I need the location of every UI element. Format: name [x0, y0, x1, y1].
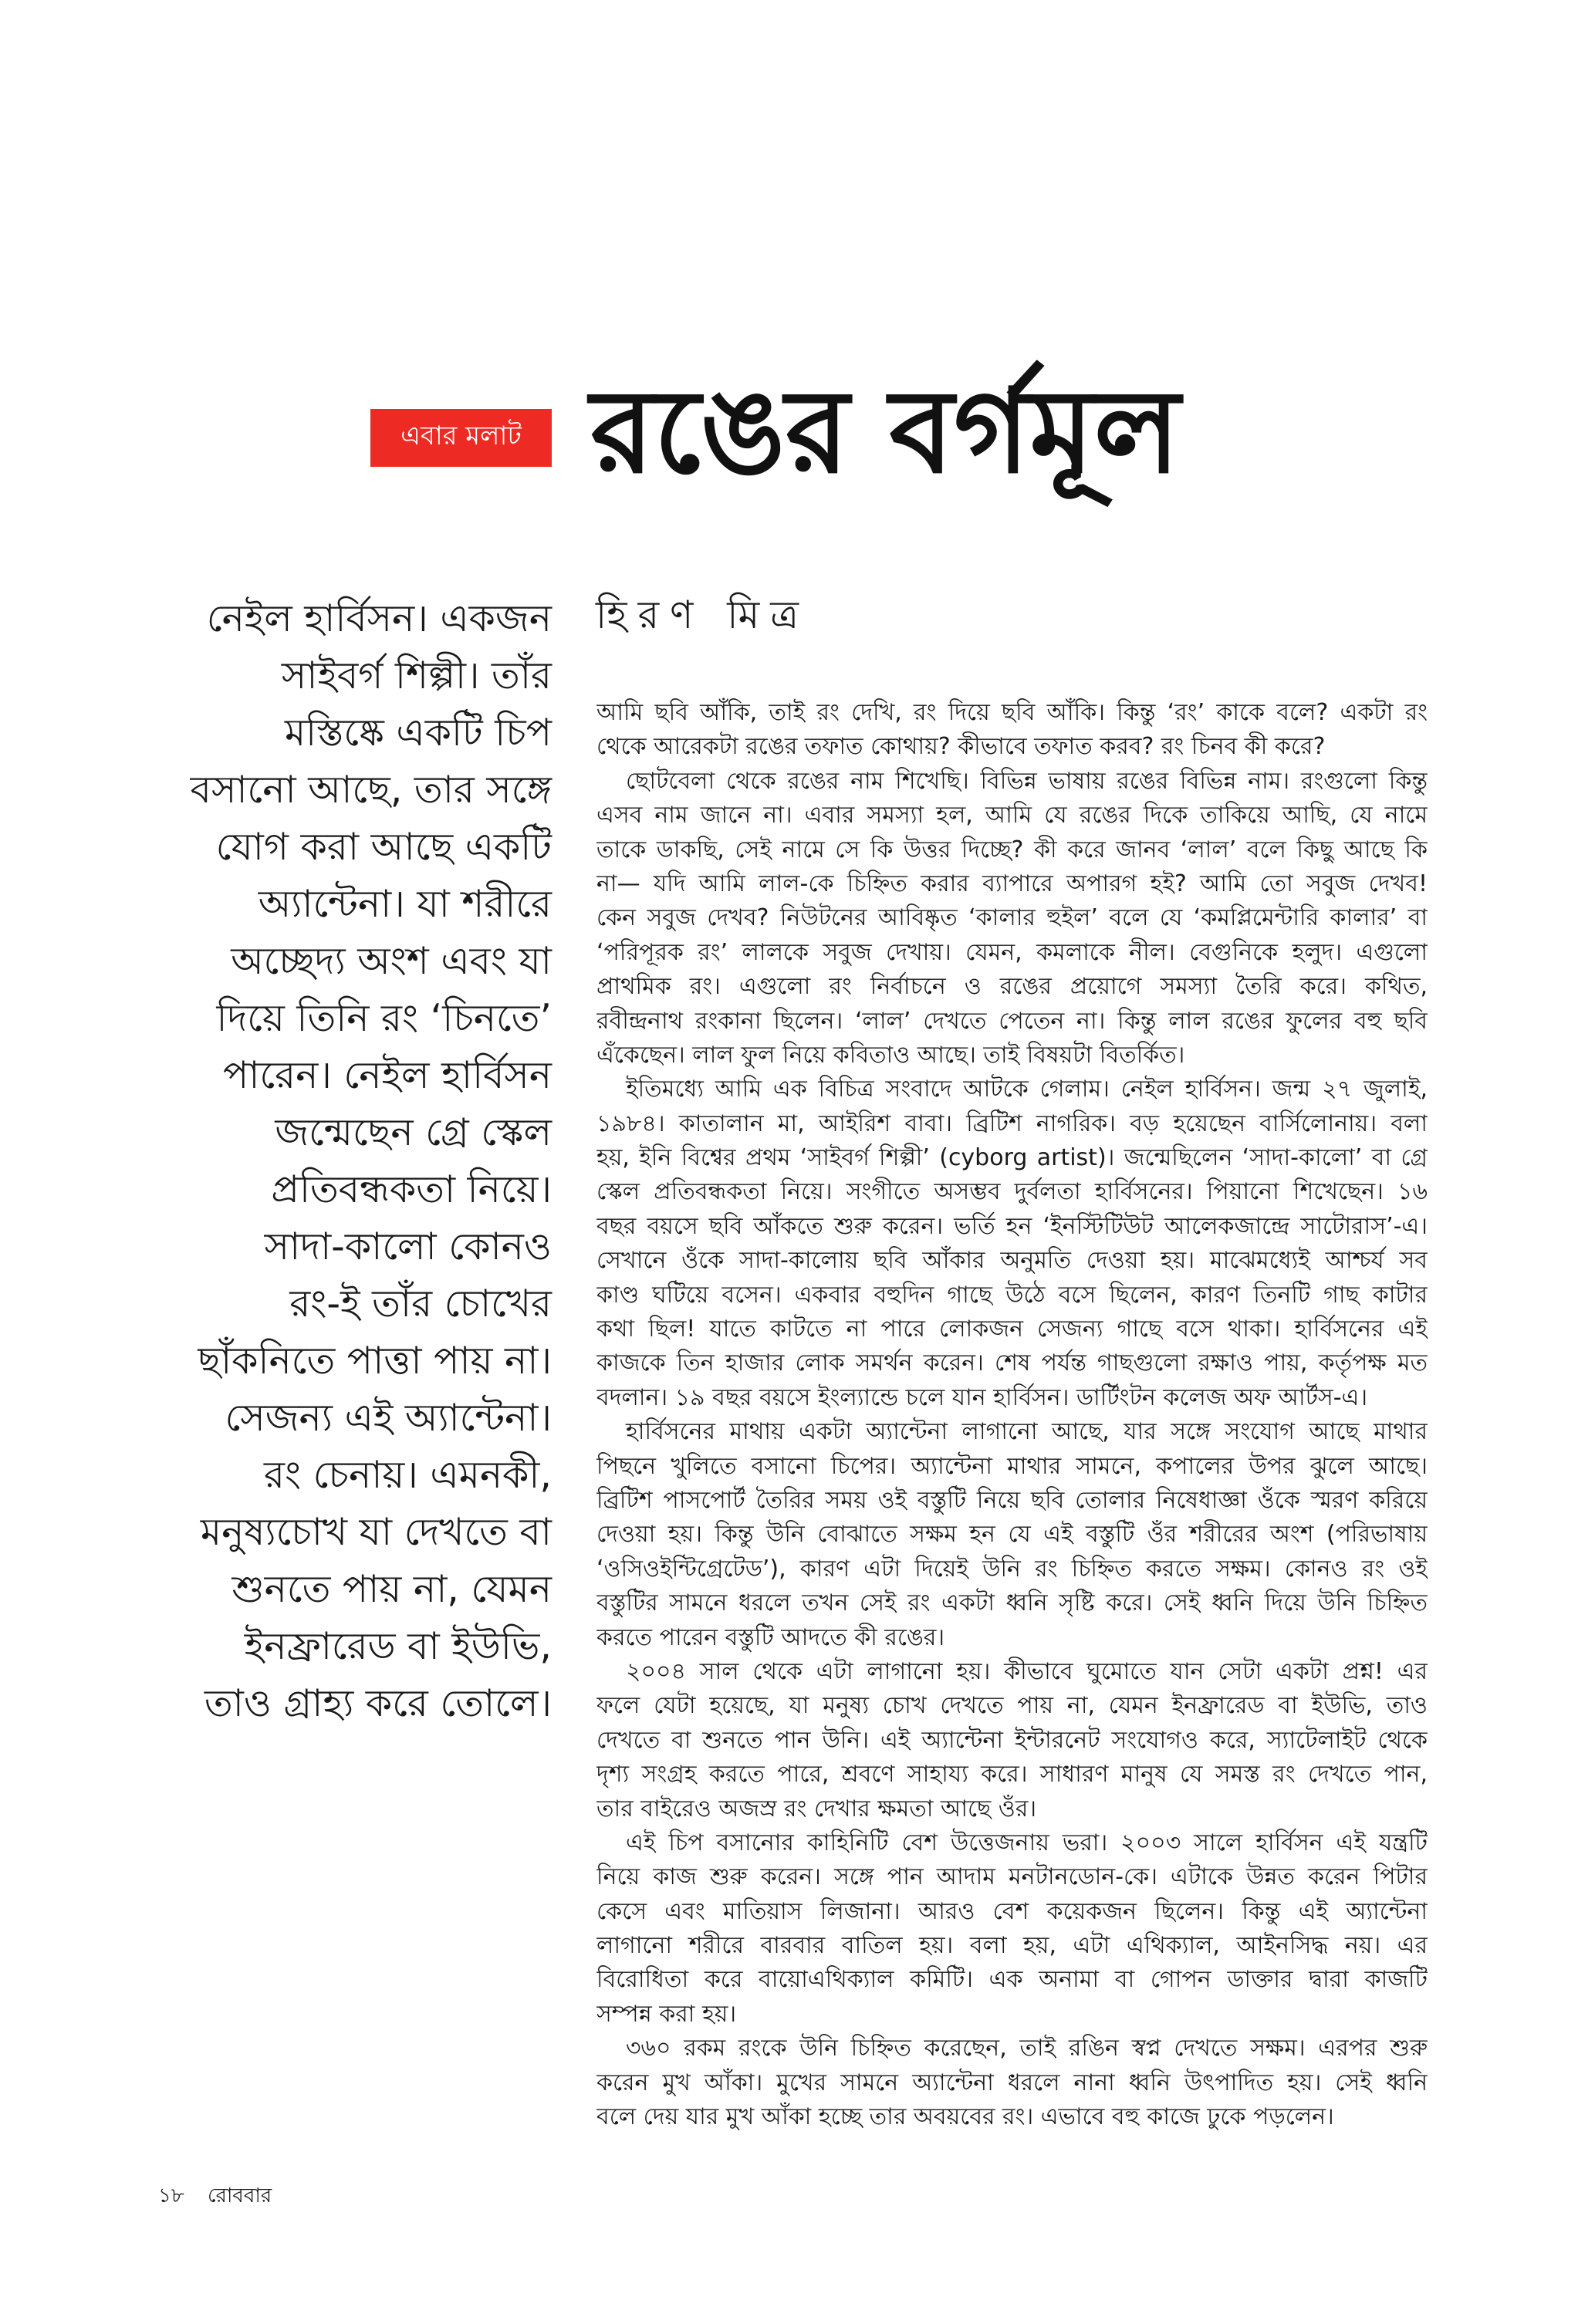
paragraph-line: সম্পন্ন করা হয়।: [596, 2000, 737, 2028]
pull-quote-line: ছাঁকনিতে পাত্তা পায় না।: [198, 1339, 552, 1383]
pull-quote-line: রং চেনায়। এমনকী,: [264, 1453, 552, 1497]
paragraph-line: তার বাইরেও অজস্র রং দেখার ক্ষমতা আছে ওঁর।: [596, 1795, 1037, 1822]
section-tag: এবার মলাট: [370, 409, 552, 467]
paragraph-line: কথা ছিল! যাতে কাটতে না পারে লোকজন সেজন্য গাছে বসে থাকা। হার্বিসনের এই: [596, 1316, 1428, 1343]
paragraph-line: বছর বয়সে ছবি আঁকতে শুরু করেন। ভর্তি হন ‘ইনস্টিটিউট আলেকজান্দ্রে সাটোরাস’-এ।: [596, 1212, 1428, 1240]
pull-quote: [147, 590, 552, 1732]
paragraph-line: দৃশ্য সংগ্রহ করতে পারে, শ্রবণে সাহায্য করে। সাধারণ মানুষ যে সমস্ত রং দেখতে পান,: [596, 1761, 1428, 1789]
paragraph-line: পিছনে খুলিতে বসানো চিপের। অ্যান্টেনা মাথার সামনে, কপালের উপর ঝুলে আছে।: [596, 1452, 1428, 1480]
pull-quote-line: সাইবর্গ শিল্পী। তাঁর: [281, 654, 552, 698]
page-number: ১৮: [158, 2184, 184, 2207]
paragraph-line: ‘পরিপূরক রং’ লালকে সবুজ দেখায়। যেমন, কমলাকে নীল। বেগুনিকে হলুদ। এগুলো: [596, 938, 1428, 966]
pull-quote-line: নেইল হার্বিসন। একজন: [206, 596, 552, 640]
paragraph-line: তাকে ডাকছি, সেই নামে সে কি উত্তর দিচ্ছে? কী করে জানব ‘লাল’ বলে কিছু আছে কি: [596, 836, 1428, 863]
paragraph-line: সেখানে ওঁকে সাদা-কালোয় ছবি আঁকার অনুমতি দেওয়া হয়। মাঝেমধ্যেই আশ্চর্য সব: [596, 1247, 1428, 1275]
paragraph-line: ৩৬০ রকম রংকে উনি চিহ্নিত করেছেন, তাই রঙিন স্বপ্ন দেখতে সক্ষম। এরপর শুরু: [626, 2035, 1428, 2062]
paragraph-line: ছোটবেলা থেকে রঙের নাম শিখেছি। বিভিন্ন ভাষায় রঙের বিভিন্ন নাম। রংগুলো কিন্তু: [626, 767, 1428, 795]
paragraph-line: ইতিমধ্যে আমি এক বিচিত্র সংবাদে আটকে গেলাম। নেইল হার্বিসন। জন্ম ২৭ জুলাই,: [626, 1076, 1428, 1103]
article-title: রঙের বর্গমূল: [590, 365, 1181, 499]
pull-quote-line: বসানো আছে, তার সঙ্গে: [190, 768, 552, 812]
paragraph-line: ২০০৪ সাল থেকে এটা লাগানো হয়। কীভাবে ঘুমোতে যান সেটা একটা প্রশ্ন! এর: [626, 1657, 1428, 1685]
paragraph-line: এসব নাম জানে না। এবার সমস্যা হল, আমি যে রঙের দিকে তাকিয়ে আছি, যে নামে: [596, 802, 1428, 829]
pull-quote-line: জন্মেছেন গ্রে স্কেল: [275, 1110, 552, 1154]
pull-quote-line: পারেন। নেইল হার্বিসন: [222, 1053, 552, 1097]
paragraph-line: আমি ছবি আঁকি, তাই রং দেখি, রং দিয়ে ছবি আঁকি। কিন্তু ‘রং’ কাকে বলে? একটা রং: [596, 699, 1428, 726]
pull-quote-line: শুনতে পায় না, যেমন: [231, 1567, 552, 1611]
paragraph-line: হয়, ইনি বিশ্বের প্রথম ‘সাইবর্গ শিল্পী’ (cyborg artist)। জন্মেছিলেন ‘সাদা-কালো’ বা গ্রে: [596, 1144, 1428, 1172]
paragraph-line: বিরোধিতা করে বায়োএথিক্যাল কমিটি। এক অনামা বা গোপন ডাক্তার দ্বারা কাজটি: [596, 1966, 1428, 1994]
paragraph-line: এই চিপ বসানোর কাহিনিটি বেশ উত্তেজনায় ভরা। ২০০৩ সালে হার্বিসন এই যন্ত্রটি: [626, 1829, 1428, 1856]
paragraph-line: করতে পারেন বস্তুটি আদতে কী রঙের।: [596, 1623, 945, 1651]
paragraph-line: করেন মুখ আঁকা। মুখের সামনে অ্যান্টেনা ধরলে নানা ধ্বনি উৎপাদিত হয়। সেই ধ্বনি: [596, 2069, 1428, 2096]
pull-quote-line: যোগ করা আছে একটি: [215, 825, 552, 869]
paragraph-line: এঁকেছেন। লাল ফুল নিয়ে কবিতাও আছে। তাই বিষয়টা বিতর্কিত।: [596, 1041, 1185, 1069]
paragraph-line: কেন সবুজ দেখব? নিউটনের আবিষ্কৃত ‘কালার হুইল’ বলে যে ‘কমপ্লিমেন্টারি কালার’ বা: [596, 904, 1428, 932]
paragraph-line: ‘ওসিওইন্টিগ্রেটেড’), কারণ এটা দিয়েই উনি রং চিহ্নিত করতে সক্ষম। কোনও রং ওই: [596, 1555, 1428, 1583]
paragraph-line: কাণ্ড ঘটিয়ে বসেন। একবার বহুদিন গাছে উঠে বসে ছিলেন, কারণ তিনটি গাছ কাটার: [596, 1281, 1428, 1309]
pull-quote-line: রং-ই তাঁর চোখের: [289, 1282, 552, 1326]
paragraph-line: কেসে এবং মাতিয়াস লিজানা। আরও বেশ কয়েকজন ছিলেন। কিন্তু এই অ্যান্টেনা: [596, 1897, 1428, 1925]
paragraph-line: দেওয়া হয়। কিন্তু উনি বোঝাতে সক্ষম হন যে এই বস্তুটি ওঁর শরীরের অংশ (পরিভাষায়: [596, 1521, 1428, 1549]
pull-quote-line: মনুষ্যচোখ যা দেখতে বা: [200, 1510, 552, 1554]
paragraph-line: স্কেল প্রতিবন্ধকতা নিয়ে। সংগীতে অসম্ভব দুর্বলতা হার্বিসনের। পিয়ানো শিখেছেন। ১৬: [596, 1178, 1428, 1206]
paragraph-line: না— যদি আমি লাল-কে চিহ্নিত করার ব্যাপারে অপারগ হই? আমি তো সবুজ দেখব!: [596, 870, 1428, 897]
paragraph-line: বদলান। ১৯ বছর বয়সে ইংল্যান্ডে চলে যান হার্বিসন। ডার্টিংটন কলেজ অফ আর্টস-এ।: [596, 1383, 1368, 1411]
pull-quote-line: ইনফ্রারেড বা ইউভি,: [244, 1624, 552, 1668]
paragraph-line: বস্তুটির সামনে ধরলে তখন সেই রং একটা ধ্বনি সৃষ্টি করে। সেই ধ্বনি দিয়ে উনি চিহ্নিত: [596, 1589, 1428, 1617]
magazine-name: রোববার: [208, 2184, 272, 2207]
paragraph-line: কাজকে তিন হাজার লোক সমর্থন করেন। শেষ পর্যন্ত গাছগুলো রক্ষাও পায়, কর্তৃপক্ষ মত: [596, 1349, 1428, 1377]
article-body: [596, 696, 1428, 2134]
paragraph-line: থেকে আরেকটা রঙের তফাত কোথায়? কীভাবে তফাত করব? রং চিনব কী করে?: [596, 733, 1326, 761]
page-footer: [158, 2180, 289, 2214]
pull-quote-line: অ্যান্টেনা। যা শরীরে: [258, 882, 552, 926]
paragraph-line: ব্রিটিশ পাসপোর্ট তৈরির সময় ওই বস্তুটি নিয়ে ছবি তোলার নিষেধাজ্ঞা ওঁকে স্মরণ করিয়ে: [596, 1486, 1428, 1514]
paragraph-line: ফলে যেটা হয়েছে, যা মনুষ্য চোখ দেখতে পায় না, যেমন ইনফ্রারেড বা ইউভি, তাও: [596, 1692, 1428, 1720]
paragraph-line: হার্বিসনের মাথায় একটা অ্যান্টেনা লাগানো আছে, যার সঙ্গে সংযোগ আছে মাথার: [626, 1418, 1428, 1446]
pull-quote-line: মস্তিষ্কে একটি চিপ: [284, 711, 552, 755]
pull-quote-line: সেজন্য এই অ্যান্টেনা।: [225, 1396, 552, 1440]
pull-quote-line: প্রতিবন্ধকতা নিয়ে।: [271, 1167, 552, 1211]
pull-quote-line: তাও গ্রাহ্য করে তোলে।: [204, 1681, 552, 1725]
paragraph-line: দেখতে বা শুনতে পান উনি। এই অ্যান্টেনা ইন্টারনেট সংযোগও করে, স্যাটেলাইট থেকে: [596, 1726, 1428, 1754]
paragraph-line: রবীন্দ্রনাথ রংকানা ছিলেন। ‘লাল’ দেখতে পেতেন না। কিন্তু লাল রঙের ফুলের বহু ছবি: [596, 1007, 1428, 1035]
paragraph-line: লাগানো শরীরে বারবার বাতিল হয়। বলা হয়, এটা এথিক্যাল, আইনসিদ্ধ নয়। এর: [596, 1932, 1428, 1960]
pull-quote-line: দিয়ে তিনি রং ‘চিনতে’: [216, 996, 552, 1040]
paragraph-line: ১৯৮৪। কাতালান মা, আইরিশ বাবা। ব্রিটিশ নাগরিক। বড় হয়েছেন বার্সিলোনায়। বলা: [596, 1110, 1428, 1137]
author-name: হিরণ মিত্র: [596, 593, 810, 637]
paragraph-line: প্রাথমিক রং। এগুলো রং নির্বাচনে ও রঙের প্রয়োগে সমস্যা তৈরি করে। কথিত,: [596, 973, 1428, 1001]
pull-quote-line: সাদা-কালো কোনও: [264, 1224, 552, 1268]
pull-quote-line: অচ্ছেদ্য অংশ এবং যা: [231, 939, 552, 983]
paragraph-line: বলে দেয় যার মুখ আঁকা হচ্ছে তার অবয়বের রং। এভাবে বহু কাজে ঢুকে পড়লেন।: [596, 2103, 1334, 2131]
paragraph-line: নিয়ে কাজ শুরু করেন। সঙ্গে পান আদাম মনটানডোন-কে। এটাকে উন্নত করেন পিটার: [596, 1863, 1428, 1891]
